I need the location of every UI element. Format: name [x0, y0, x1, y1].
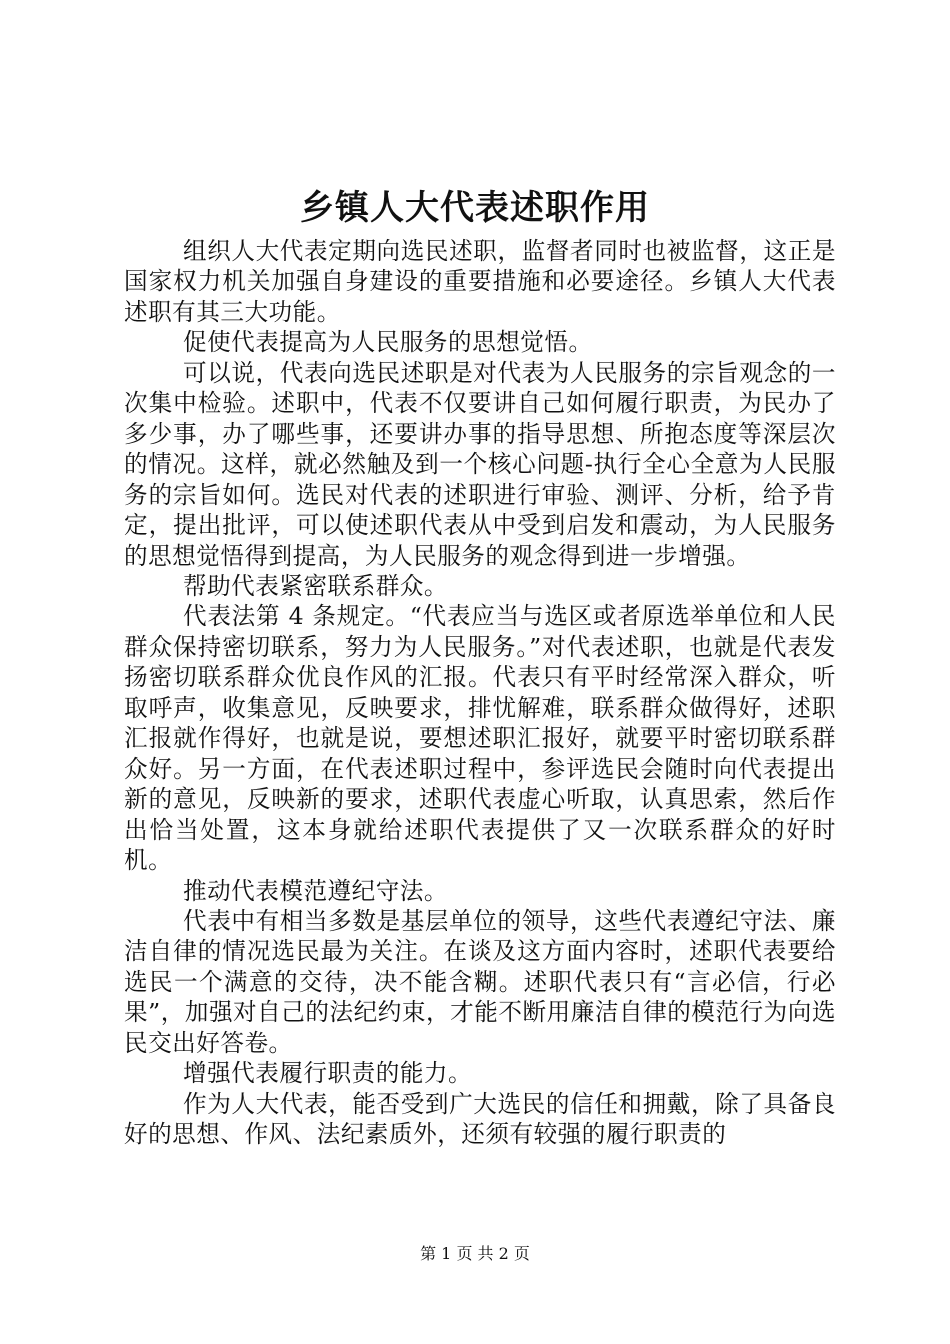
section-heading-awareness: 促使代表提高为人民服务的思想觉悟。: [183, 328, 593, 357]
section-heading-law: 推动代表模范遵纪守法。: [183, 876, 449, 905]
document-body: [124, 236, 836, 1150]
paragraph-contact: 代表法第 4 条规定。“代表应当与选区或者原选举单位和人民群众保持密切联系，努力为人民服务。”对代表述职，也就是代表发扬密切联系群众优良作风的汇报。代表只有平时经常深入群众，听取呼声，收集意见，反映要求，排忧解难，联系群众做得好，述职汇报就作得好，也就是说，要想述职汇报好，就要平时密切联系群众好。另一方面，在代表述职过程中，参评选民会随时向代表提出新的意见，反映新的要求，述职代表虚心听取，认真思索，然后作出恰当处置，这本身就给述职代表提供了又一次联系群众的好时机。: [124, 602, 836, 875]
paragraph-law: 代表中有相当多数是基层单位的领导，这些代表遵纪守法、廉洁自律的情况选民最为关注。在谈及这方面内容时，述职代表要给选民一个满意的交待，决不能含糊。述职代表只有“言必信，行必果”，加强对自己的法纪约束，才能不断用廉洁自律的模范行为向选民交出好答卷。: [124, 906, 836, 1057]
paragraph-awareness: 可以说，代表向选民述职是对代表为人民服务的宗旨观念的一次集中检验。述职中，代表不仅要讲自己如何履行职责，为民办了多少事，办了哪些事，还要讲办事的指导思想、所抱态度等深层次的情况。这样，就必然触及到一个核心问题-执行全心全意为人民服务的宗旨如何。选民对代表的述职进行审验、测评、分析，给予肯定，提出批评，可以使述职代表从中受到启发和震动，为人民服务的思想觉悟得到提高，为人民服务的观念得到进一步增强。: [124, 358, 836, 570]
section-heading-contact: 帮助代表紧密联系群众。: [183, 571, 449, 600]
document-title: 乡镇人大代表述职作用: [300, 188, 650, 228]
section-heading-ability: 增强代表履行职责的能力。: [183, 1059, 473, 1088]
page-footer: 第 1 页 共 2 页: [420, 1244, 530, 1263]
paragraph-ability: 作为人大代表，能否受到广大选民的信任和拥戴，除了具备良好的思想、作风、法纪素质外，还须有较强的履行职责的: [124, 1089, 836, 1149]
paragraph-intro: 组织人大代表定期向选民述职，监督者同时也被监督，这正是国家权力机关加强自身建设的重要措施和必要途径。乡镇人大代表述职有其三大功能。: [124, 237, 836, 326]
